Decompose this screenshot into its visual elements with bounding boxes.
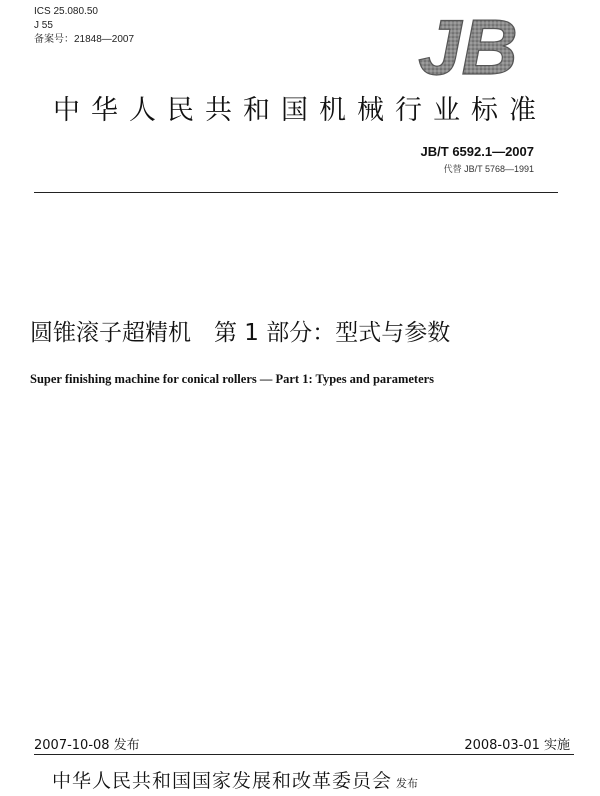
publisher-name: 中华人民共和国国家发展和改革委员会 <box>52 770 393 792</box>
logo-text: JB <box>418 8 518 82</box>
title-english: Super finishing machine for conical rollers — Part 1: Types and parameters <box>30 372 435 386</box>
implementation-date: 2008-03-01 实施 <box>464 738 570 753</box>
footer-rule <box>34 754 574 755</box>
title-chinese: 圆锥滚子超精机 第 1 部分：型式与参数 <box>30 320 451 346</box>
category-code: J 55 <box>34 20 53 31</box>
issue-date: 2007-10-08 发布 <box>34 738 140 753</box>
header-rule <box>34 192 558 193</box>
standard-number: JB/T 6592.1—2007 <box>420 144 534 159</box>
publisher <box>52 766 418 793</box>
replaces-standard: 代替 JB/T 5768—1991 <box>443 164 534 174</box>
ics-code: ICS 25.080.50 <box>34 6 98 17</box>
publisher-suffix: 发布 <box>396 777 419 790</box>
organization-title: 中华人民共和国机械行业标准 <box>53 95 547 126</box>
jb-logo <box>408 8 528 82</box>
record-number: 备案号：21848—2007 <box>34 34 135 45</box>
